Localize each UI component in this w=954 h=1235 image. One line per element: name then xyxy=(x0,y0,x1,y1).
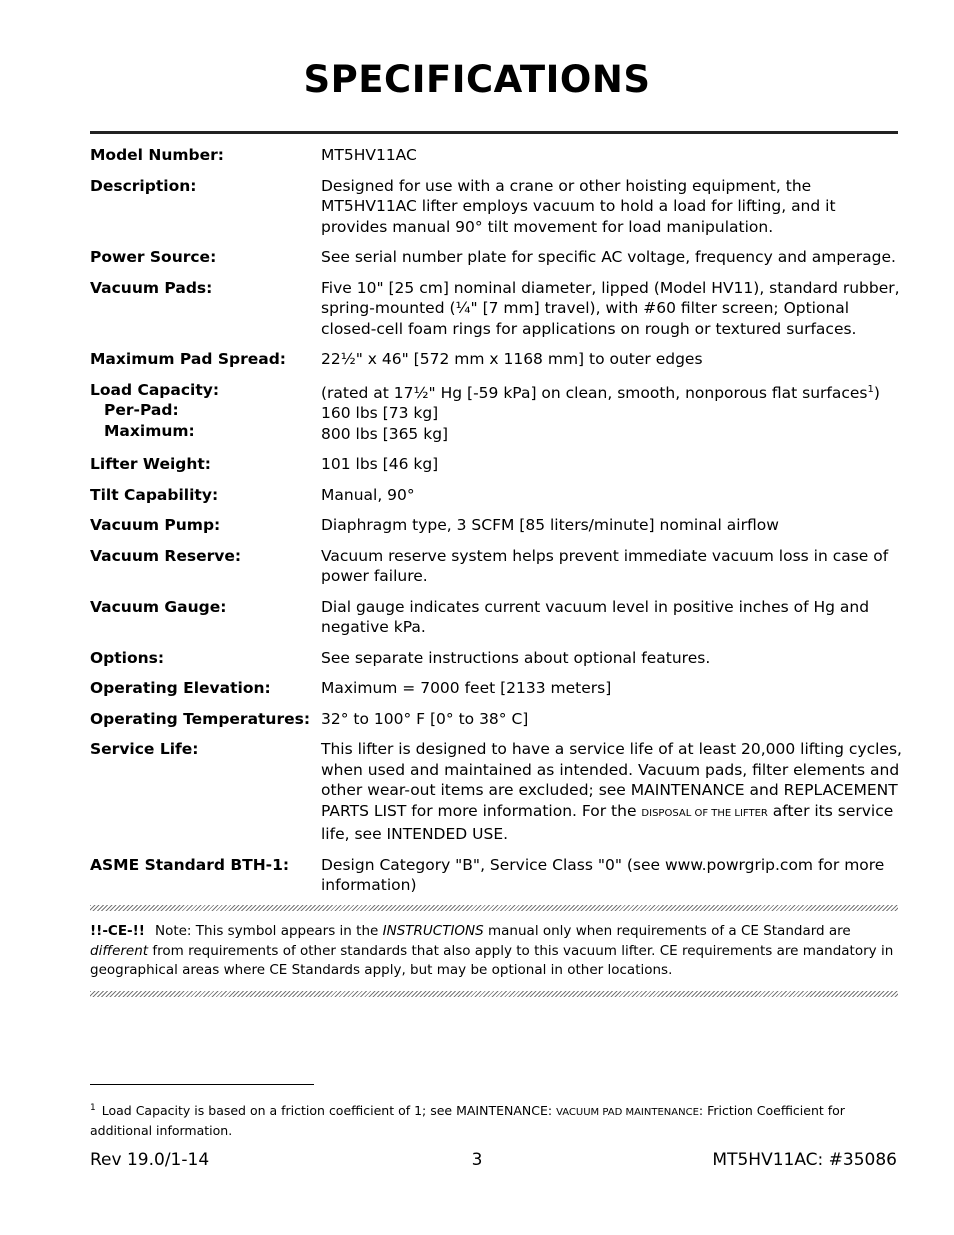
spec-label: Vacuum Reserve: xyxy=(90,546,242,565)
spec-label: Load Capacity: xyxy=(90,380,220,399)
title-rule xyxy=(90,131,898,134)
spec-value: Design Category "B", Service Class "0" (see www.powrgrip.com for more information) xyxy=(321,855,885,895)
spec-row-tilt-capability xyxy=(90,485,905,506)
spec-row-vacuum-reserve xyxy=(90,546,905,587)
spec-row-max-pad-spread xyxy=(90,349,905,370)
spec-label: Lifter Weight: xyxy=(90,455,212,474)
maximum-value: 800 lbs [365 kg] xyxy=(321,424,449,443)
spec-row-vacuum-gauge xyxy=(90,597,905,638)
spec-value: Vacuum reserve system helps prevent immediate vacuum loss in case of power failure. xyxy=(321,546,889,586)
document-number: MT5HV11AC: #35086 xyxy=(712,1150,897,1170)
footnote-number: 1 xyxy=(90,1103,96,1113)
spec-value: Diaphragm type, 3 SCFM [85 liters/minute] nominal airflow xyxy=(321,516,779,535)
per-pad-label: Per-Pad: xyxy=(104,401,179,419)
spec-label: Maximum Pad Spread: xyxy=(90,350,286,368)
spec-value: Designed for use with a crane or other hoisting equipment, the MT5HV11AC lifter employs vacuum to hold a load for lifting, and it provides manual 90° tilt movement for load manipulation. xyxy=(321,176,836,236)
footnote-ref: 1 xyxy=(867,383,874,395)
spec-row-asme-standard xyxy=(90,855,905,896)
revision-label: Rev 19.0/1-14 xyxy=(90,1150,210,1170)
spec-value: MT5HV11AC xyxy=(321,146,417,164)
footnote-section-reference: VACUUM PAD MAINTENANCE xyxy=(556,1107,699,1119)
spec-row-vacuum-pads xyxy=(90,278,905,340)
spec-row-operating-temperatures xyxy=(90,709,905,730)
spec-label: Options: xyxy=(90,648,165,667)
spec-value: 32° to 100° F [0° to 38° C] xyxy=(321,709,529,728)
spec-label: Operating Temperatures: xyxy=(90,709,311,728)
wavy-divider-top xyxy=(90,905,898,911)
load-capacity-rating: (rated at 17½" Hg [-59 kPa] on clean, smooth, nonporous flat surfaces$^1$) xyxy=(321,383,880,402)
page-number: 3 xyxy=(471,1150,483,1170)
wavy-divider-bottom xyxy=(90,991,898,997)
spec-label: Power Source: xyxy=(90,248,217,266)
spec-row-power-source xyxy=(90,247,905,268)
spec-value: Five 10" [25 cm] nominal diameter, lipped (Model HV11), standard rubber, spring-mounted (¼" [7 mm] travel), with #60 filter screen; Optional closed-cell foam rings for applications on rough or textured surfaces. xyxy=(321,278,900,338)
spec-row-lifter-weight xyxy=(90,454,905,475)
page-title: SPECIFICATIONS xyxy=(303,58,651,101)
spec-value: Manual, 90° xyxy=(321,485,415,504)
spec-value: Maximum = 7000 feet [2133 meters] xyxy=(321,679,612,698)
spec-value: Dial gauge indicates current vacuum level in positive inches of Hg and negative kPa. xyxy=(321,597,870,637)
footnote-rule xyxy=(90,1084,314,1085)
spec-label: Operating Elevation: xyxy=(90,679,271,698)
spec-row-operating-elevation xyxy=(90,678,905,699)
spec-label: Service Life: xyxy=(90,740,199,759)
spec-value: See separate instructions about optional features. xyxy=(321,648,711,667)
footnote: $^1$ Load Capacity is based on a friction coefficient of 1; see MAINTENANCE: VACUUM PAD MAINTENANCE: Friction Coefficient for additional information. xyxy=(90,1103,845,1139)
spec-row-options xyxy=(90,648,905,669)
spec-value: This lifter is designed to have a service life of at least 20,000 lifting cycles, when used and maintained as intended. Vacuum pads, filter elements and other wear-out items are excluded; see MAINTENANCE and REPLACEMENT PARTS LIST for more information. For the DISPOSAL OF THE LIFTER after its service life, see INTENDED USE. xyxy=(321,740,902,844)
spec-label: ASME Standard BTH-1: xyxy=(90,855,290,874)
per-pad-value: 160 lbs [73 kg] xyxy=(321,404,439,423)
spec-row-load-capacity xyxy=(90,380,905,445)
spec-value: See serial number plate for specific AC voltage, frequency and amperage. xyxy=(321,248,896,266)
spec-row-vacuum-pump xyxy=(90,515,905,536)
ce-symbol: !!-CE-!! xyxy=(90,923,145,939)
spec-row-model xyxy=(90,145,905,166)
spec-value: 101 lbs [46 kg] xyxy=(321,455,439,474)
spec-row-service-life xyxy=(90,739,905,845)
spec-label: Description: xyxy=(90,176,197,195)
spec-value: 22½" x 46" [572 mm x 1168 mm] to outer edges xyxy=(321,350,703,368)
spec-label: Model Number: xyxy=(90,146,224,164)
spec-row-description xyxy=(90,176,905,238)
disposal-reference: DISPOSAL OF THE LIFTER xyxy=(641,807,768,819)
ce-note: !!-CE-!! Note: This symbol appears in the INSTRUCTIONS manual only when requirements of a CE Standard are different from requirements of other standards that also apply to this vacuum lifter. CE requirements are mandatory in geographical areas where CE Standards apply, but may be optional in other locations. xyxy=(90,923,894,978)
spec-label: Vacuum Pads: xyxy=(90,278,213,297)
spec-label: Vacuum Pump: xyxy=(90,516,221,535)
spec-label: Tilt Capability: xyxy=(90,485,219,504)
spec-label: Vacuum Gauge: xyxy=(90,597,227,616)
maximum-label: Maximum: xyxy=(104,421,195,440)
specifications-list xyxy=(90,145,905,906)
